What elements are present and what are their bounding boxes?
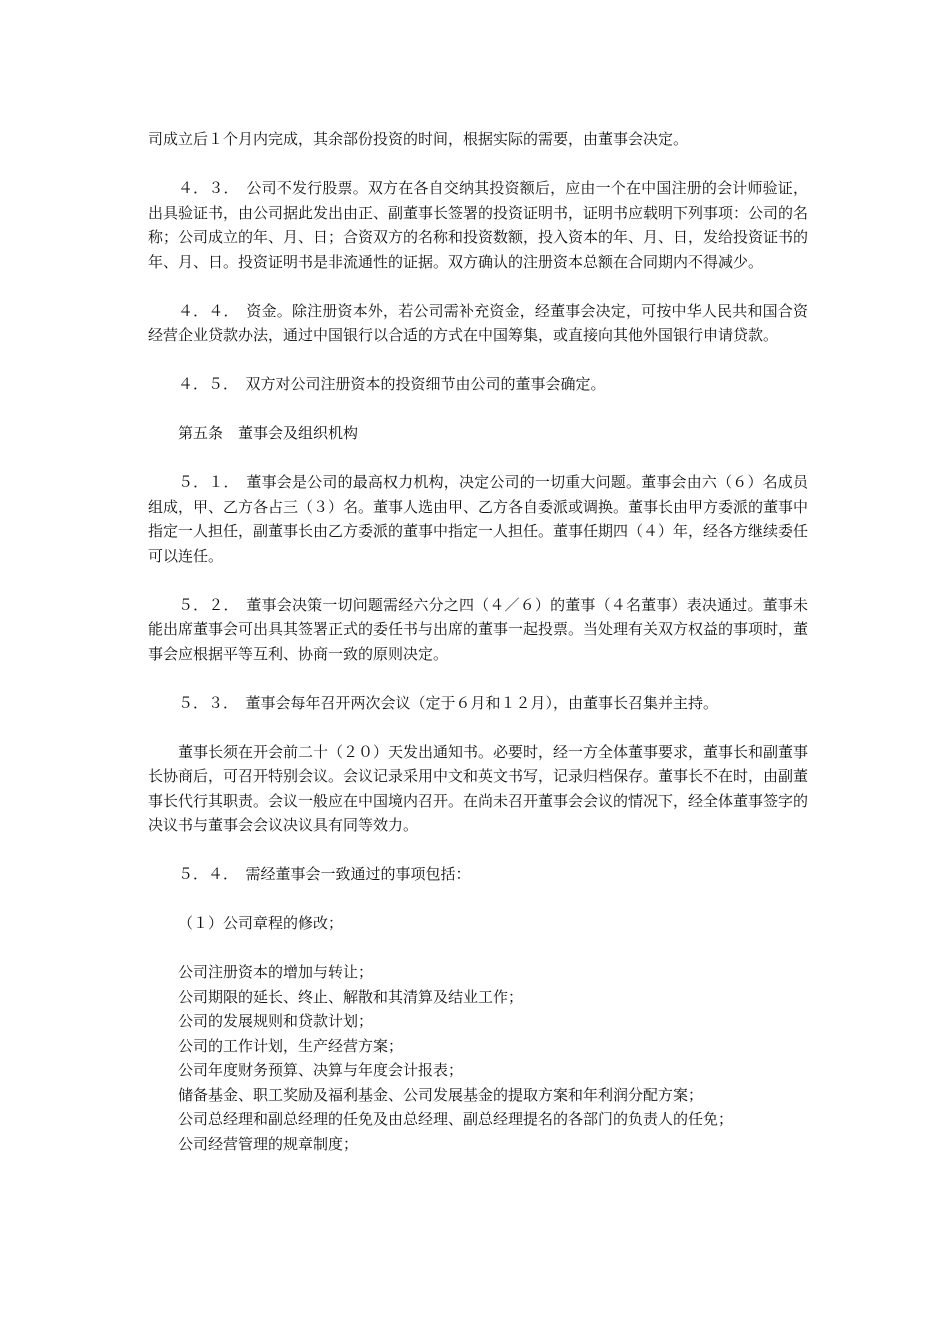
clause-4-5: ４．５． 双方对公司注册资本的投资细节由公司的董事会确定。 xyxy=(178,375,606,393)
list-item: 公司期限的延长、终止、解散和其清算及结业工作； xyxy=(178,987,524,1006)
paragraph-capital-timing: 司成立后１个月内完成，其余部份投资的时间，根据实际的需要，由董事会决定。 xyxy=(148,130,689,148)
clause-4-4: ４．４． 资金。除注册资本外，若公司需补充资金，经董事会决定，可按中华人民共和国合资经营企业贷款办法，通过中国银行以合适的方式在中国筹集，或直接向其他外国银行申请贷款。 xyxy=(148,301,808,344)
list-item: 公司年度财务预算、决算与年度会计报表； xyxy=(178,1061,464,1079)
clause-5-2: ５．２． 董事会决策一切问题需经六分之四（４／６）的董事（４名董事）表决通过。董事未能出席董事会可出具其签署正式的委任书与出席的董事一起投票。当处理有关双方权益的事项时，董事会应根据平等互利、协商一致的原则决定。 xyxy=(148,595,809,663)
clause-5-1: ５．１． 董事会是公司的最高权力机构，决定公司的一切重大问题。董事会由六（６）名成员组成，甲、乙方各占三（３）名。董事人选由甲、乙方各自委派或调换。董事长由甲方委派的董事中指定一人担任，副董事长由乙方委派的董事中指定一人担任。董事任期四（４）年，经各方继续委任可以连任。 xyxy=(148,473,809,565)
list-item: 储备基金、职工奖励及福利基金、公司发展基金的提取方案和年利润分配方案； xyxy=(178,1085,704,1104)
list-item: 公司的发展规则和贷款计划； xyxy=(178,1012,374,1030)
list-item: 公司的工作计划，生产经营方案； xyxy=(178,1036,404,1055)
document-body xyxy=(148,127,808,1156)
paragraph-meeting-notice: 董事长须在开会前二十（２０）天发出通知书。必要时，经一方全体董事要求，董事长和副董事长协商后，可召开特别会议。会议记录采用中文和英文书写，记录归档保存。董事长不在时，由副董事长代行其职责。会议一般应在中国境内召开。在尚未召开董事会会议的情况下，经全体董事签字的决议书与董事会会议决议具有同等效力。 xyxy=(148,742,809,834)
list-item: 公司经营管理的规章制度； xyxy=(178,1134,359,1153)
list-item: 公司注册资本的增加与转让； xyxy=(178,963,374,981)
article-5-heading: 第五条 董事会及组织机构 xyxy=(178,424,359,442)
clause-5-3: ５．３． 董事会每年召开两次会议（定于６月和１２月），由董事长召集并主持。 xyxy=(178,693,719,712)
item-1-articles-amendment: （１）公司章程的修改； xyxy=(178,914,344,932)
unanimous-matters-list xyxy=(148,960,808,1156)
list-item: 公司总经理和副总经理的任免及由总经理、副总经理提名的各部门的负责人的任免； xyxy=(178,1110,734,1128)
clause-5-4: ５．４． 需经董事会一致通过的事项包括： xyxy=(178,865,471,883)
clause-4-3: ４．３． 公司不发行股票。双方在各自交纳其投资额后，应由一个在中国注册的会计师验证，出具验证书，由公司据此发出由正、副董事长签署的投资证明书，证明书应载明下列事项：公司的名称；公司成立的年、月、日；合资双方的名称和投资数额，投入资本的年、月、日，发给投资证书的年、月、日。投资证明书是非流通性的证据。双方确认的注册资本总额在合同期内不得减少。 xyxy=(148,179,809,271)
